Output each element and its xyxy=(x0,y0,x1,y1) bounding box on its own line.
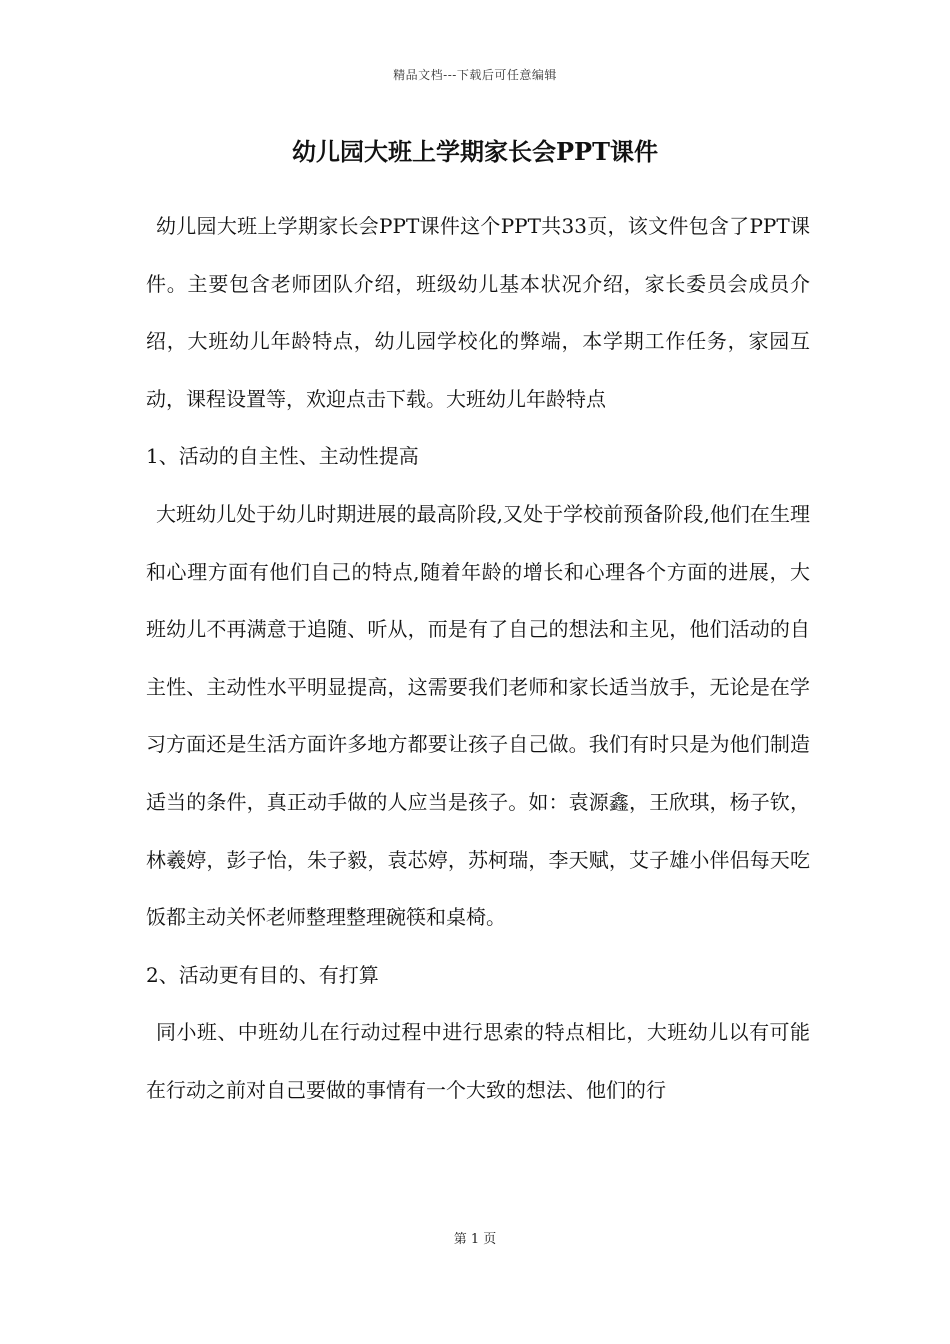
section-heading-2: 2、活动更有目的、有打算 xyxy=(146,962,379,987)
section-heading-1: 1、活动的自主性、主动性提高 xyxy=(146,444,419,469)
paragraph-intro: 幼儿园大班上学期家长会PPT课件这个PPT共33页，该文件包含了PPT课件。主要包含老师团队介绍，班级幼儿基本状况介绍，家长委员会成员介绍，大班幼儿年龄特点，幼儿园学校化的弊端，本学期工作任务，家园互动，课程设置等，欢迎点击下载。大班幼儿年龄特点 xyxy=(146,214,810,411)
document-body xyxy=(146,198,810,1120)
page-header: 精品文档---下载后可任意编辑 xyxy=(393,68,557,82)
page-number: 第 1 页 xyxy=(453,1232,497,1247)
paragraph-section-1: 大班幼儿处于幼儿时期进展的最高阶段,又处于学校前预备阶段,他们在生理和心理方面有他们自己的特点,随着年龄的增长和心理各个方面的进展，大班幼儿不再满意于追随、听从，而是有了自己的想法和主见，他们活动的自主性、主动性水平明显提高，这需要我们老师和家长适当放手，无论是在学习方面还是生活方面许多地方都要让孩子自己做。我们有时只是为他们制造适当的条件，真正动手做的人应当是孩子。如：袁源鑫，王欣琪，杨子钦，林羲婷，彭子怡，朱子毅，袁芯婷，苏柯瑞，李天赋，艾子雄小伴侣每天吃饭都主动关怀老师整理整理碗筷和桌椅。 xyxy=(146,501,810,930)
paragraph-section-2: 同小班、中班幼儿在行动过程中进行思索的特点相比，大班幼儿以有可能在行动之前对自己要做的事情有一个大致的想法、他们的行 xyxy=(146,1020,810,1102)
document-title: 幼儿园大班上学期家长会PPT课件 xyxy=(292,137,658,166)
